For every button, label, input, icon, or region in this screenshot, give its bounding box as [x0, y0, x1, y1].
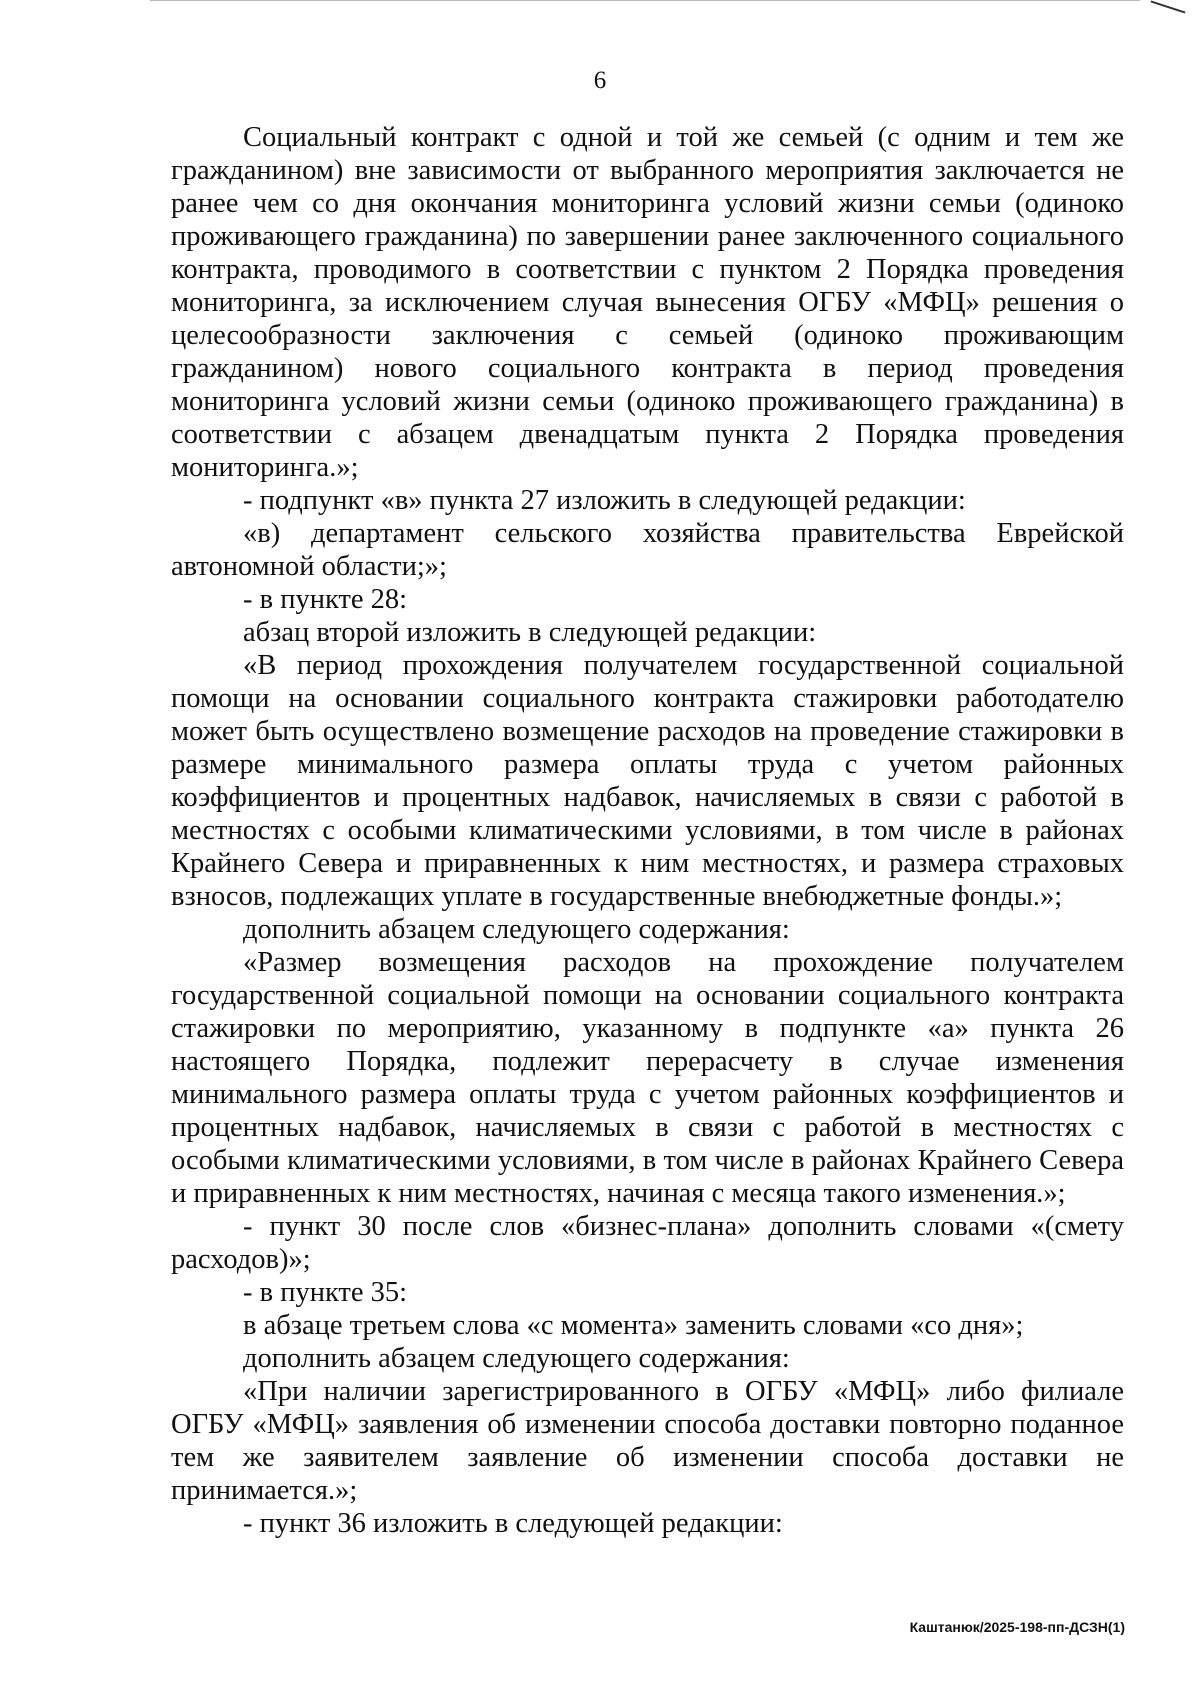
paragraph: - в пункте 35: — [243, 1277, 408, 1308]
paragraph: - пункт 30 после слов «бизнес-плана» дополнить словами «(смету расходов)»; — [171, 1211, 1124, 1275]
paragraph: в абзаце третьем слова «с момента» заменить словами «со дня»; — [243, 1310, 1024, 1341]
scan-edge-line — [150, 0, 1140, 1]
paragraph: «В период прохождения получателем государственной социальной помощи на основании социального контракта стажировки работодателю может быть осуществлено возмещение расходов на проведение стажировки в размере минимального размера оплаты труда с учетом районных коэффициентов и процентных надбавок, начисляемых в связи с работой в местностях с особыми климатическими условиями, в том числе в районах Крайнего Севера и приравненных к ним местностях, и размера страховых взносов, подлежащих уплате в государственные внебюджетные фонды.»; — [171, 650, 1124, 912]
paragraph: - пункт 36 изложить в следующей редакции: — [243, 1508, 783, 1539]
document-reference: Каштанюк/2025-198-пп-ДСЗН(1) — [909, 1619, 1125, 1635]
scan-corner-mark — [1151, 0, 1186, 13]
paragraph: - в пункте 28: — [243, 584, 408, 615]
paragraph: дополнить абзацем следующего содержания: — [243, 914, 790, 945]
paragraph: дополнить абзацем следующего содержания: — [243, 1343, 790, 1374]
paragraph: «в) департамент сельского хозяйства правительства Еврейской автономной области;»; — [171, 518, 1124, 582]
paragraph: абзац второй изложить в следующей редакции: — [243, 617, 817, 648]
paragraph: «При наличии зарегистрированного в ОГБУ «МФЦ» либо филиале ОГБУ «МФЦ» заявления об изменении способа доставки повторно поданное тем же заявителем заявление об изменении способа доставки не принимается.»; — [171, 1376, 1124, 1506]
paragraph: - подпункт «в» пункта 27 изложить в следующей редакции: — [243, 485, 966, 516]
paragraph: «Размер возмещения расходов на прохождение получателем государственной социальной помощи на основании социального контракта стажировки по мероприятию, указанному в подпункте «а» пункта 26 настоящего Порядка, подлежит перерасчету в случае изменения минимального размера оплаты труда с учетом районных коэффициентов и процентных надбавок, начисляемых в связи с работой в местностях с особыми климатическими условиями, в том числе в районах Крайнего Севера и приравненных к ним местностях, начиная с месяца такого изменения.»; — [171, 947, 1124, 1209]
paragraph: Социальный контракт с одной и той же семьей (с одним и тем же гражданином) вне зависимости от выбранного мероприятия заключается не ранее чем со дня окончания мониторинга условий жизни семьи (одиноко проживающего гражданина) по завершении ранее заключенного социального контракта, проводимого в соответствии с пунктом 2 Порядка проведения мониторинга, за исключением случая вынесения ОГБУ «МФЦ» решения о целесообразности заключения с семьей (одиноко проживающим гражданином) нового социального контракта в период проведения мониторинга условий жизни семьи (одиноко проживающего гражданина) в соответствии с абзацем двенадцатым пункта 2 Порядка проведения мониторинга.»; — [171, 122, 1124, 483]
page-number: 6 — [593, 67, 607, 94]
document-body — [171, 121, 1124, 1540]
